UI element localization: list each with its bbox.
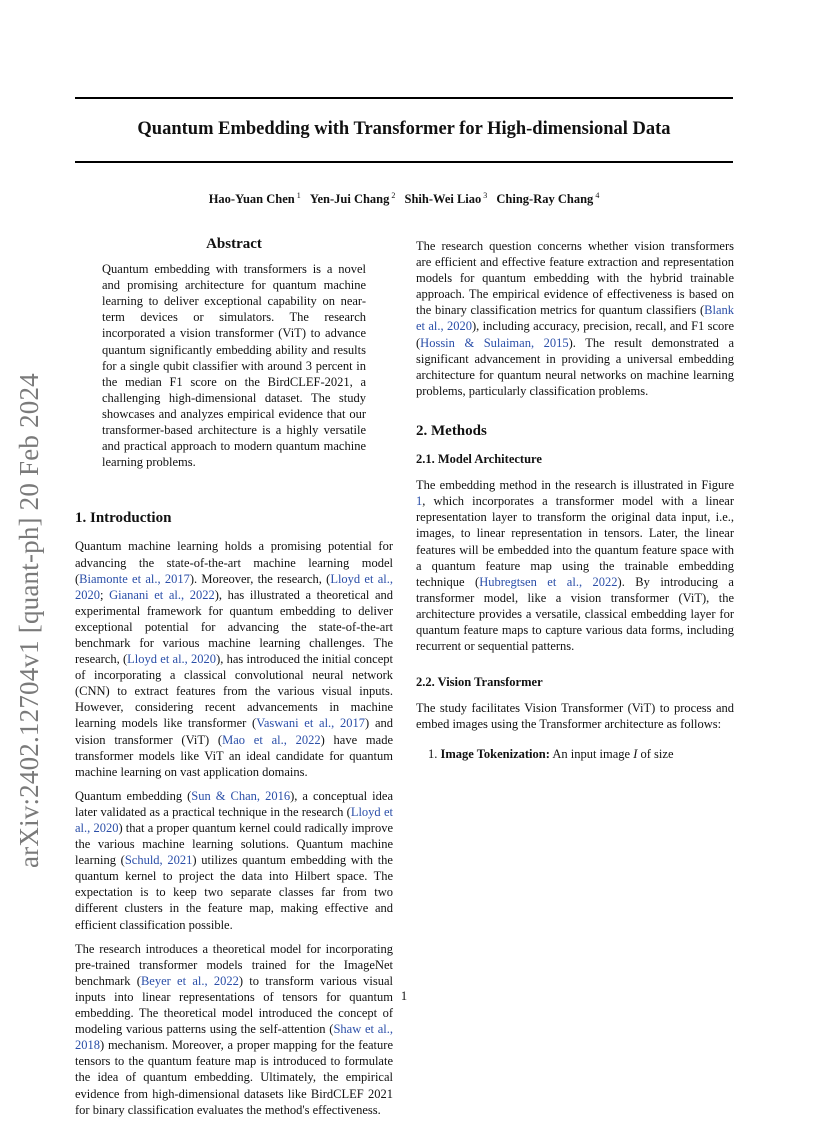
citation-link[interactable]: Blank et al., 2020	[416, 303, 734, 334]
math-variable: I	[633, 747, 638, 762]
right-column	[416, 238, 734, 763]
model-architecture-heading: 2.1. Model Architecture	[416, 452, 542, 467]
citation-link[interactable]: Biamonte et al., 2017	[79, 571, 190, 586]
author	[405, 192, 488, 206]
author-name: Yen-Jui Chang	[309, 192, 390, 207]
author	[496, 192, 599, 206]
citation-link[interactable]: Lloyd et al., 2020	[75, 804, 393, 835]
author-affiliation-mark: 3	[483, 191, 488, 200]
intro-paragraph-3: The research introduces a theoretical model for incorporating pre-trained transformer models trained for the ImageNet benchmark (Beyer et al., 2022) to transform various visual inputs into linear representations of tensors for quantum embedding. The theoretical model introduced the concept of modeling various patterns using the self-attention (Shaw et al., 2018) mechanism. Moreover, a proper mapping for the feature tensors to the quantum feature map is introduced to formulate the idea of quantum embedding. Ultimately, the empirical evidence from high-dimensional datasets like BirdCLEF 2021 for binary classification evaluates the method's effectiveness.	[75, 941, 394, 1117]
title-bottom-rule	[75, 161, 733, 163]
citation-link[interactable]: Sun & Chan, 2016	[191, 788, 291, 803]
page-number: 1	[400, 989, 408, 1003]
model-architecture-paragraph: The embedding method in the research is illustrated in Figure 1, which incorporates a transformer model with a linear representation layer to transform the original data input, i.e., images, to linear representation in tensors. Later, the linear features will be embedded into the quantum feature space with a quantum feature map using the trainable embedding technique (Hubregtsen et al., 2022). By introducing a transformer model, like a vision transformer (ViT), the architecture provides a versatile, classical embedding layer for quantum feature maps to capture various data forms, including recurrent or sequential patterns.	[416, 478, 734, 654]
abstract-text: Quantum embedding with transformers is a novel and promising architecture for quantum machine learning to deliver exceptional capability on near-term devices or simulators. The research incorporated a vision transformer (ViT) to advance quantum significantly embedding ability and results for a single qubit classifier with around 3 percent in the median F1 score on the BirdCLEF-2021, a challenging high-dimensional dataset. The study showcases and analyzes empirical evidence that our transformer-based architecture is a highly versatile and practical approach to modern quantum machine learning problems.	[102, 262, 366, 470]
vision-transformer-paragraph: The study facilitates Vision Transformer (ViT) to process and embed images using the Transformer architecture as follows:	[416, 701, 734, 732]
introduction-heading: 1. Introduction	[75, 510, 172, 527]
list-item: 1. Image Tokenization: An input image I of size	[428, 747, 674, 762]
citation-link[interactable]: Beyer et al., 2022	[140, 973, 239, 988]
citation-link[interactable]: Shaw et al., 2018	[75, 1022, 393, 1053]
paper-title: Quantum Embedding with Transformer for High-dimensional Data	[137, 119, 671, 139]
citation-link[interactable]: Gianani et al., 2022	[109, 587, 215, 602]
abstract-heading: Abstract	[206, 236, 262, 252]
citation-link[interactable]: Vaswani et al., 2017	[256, 716, 366, 731]
author-affiliation-mark: 4	[595, 191, 600, 200]
author-affiliation-mark: 1	[296, 191, 301, 200]
arxiv-identifier-stamp: arXiv:2402.12704v1 [quant-ph] 20 Feb 2024	[14, 373, 44, 868]
author-affiliation-mark: 2	[391, 191, 396, 200]
title-top-rule	[75, 97, 733, 99]
citation-link[interactable]: Hossin & Sulaiman, 2015	[420, 335, 569, 350]
author-name: Hao-Yuan Chen	[208, 192, 295, 207]
methods-heading: 2. Methods	[416, 422, 487, 439]
citation-link[interactable]: Hubregtsen et al., 2022	[479, 574, 618, 589]
intro-paragraph-1: Quantum machine learning holds a promising potential for advancing the state-of-the-art machine learning model (Biamonte et al., 2017). Moreover, the research, (Lloyd et al., 2020; Gianani et al., 2022), has illustrated a theoretical and experimental framework for quantum embedding to deliver exceptional potential for advancing the state-of-the-art benchmark for various machine learning challenges. The research, (Lloyd et al., 2020), has introduced the initial concept of incorporating a classical convolutional neural network (CNN) to extract features from the various visual inputs. However, considering recent advancements in machine learning models like transformer (Vaswani et al., 2017) and vision transformer (ViT) (Mao et al., 2022) have made transformer models like ViT an ideal candidate for quantum machine learning on vast application domains.	[75, 539, 393, 779]
intro-paragraph-4: The research question concerns whether vision transformers are efficient and effective feature extraction and representation models for quantum embedding with the hybrid trainable approach. The empirical evidence of effectiveness is based on the binary classification metrics for quantum classifiers (Blank et al., 2020), including accuracy, precision, recall, and F1 score (Hossin & Sulaiman, 2015). The result demonstrated a significant advancement in providing a universal embedding architecture for quantum neural networks on machine learning problems, particularly classification problems.	[416, 239, 735, 398]
citation-link[interactable]: Lloyd et al., 2020	[75, 571, 393, 602]
figure-reference-link[interactable]: 1	[416, 494, 423, 509]
citation-link[interactable]: Lloyd et al., 2020	[127, 652, 217, 667]
citation-link[interactable]: Schuld, 2021	[124, 853, 193, 868]
vision-transformer-heading: 2.2. Vision Transformer	[416, 675, 543, 690]
author-name: Shih-Wei Liao	[404, 192, 482, 207]
citation-link[interactable]: Mao et al., 2022	[222, 732, 321, 747]
list-item-label: Image Tokenization:	[440, 747, 550, 762]
author	[310, 192, 396, 206]
author-name: Ching-Ray Chang	[496, 192, 594, 207]
author	[209, 192, 301, 206]
intro-paragraph-2: Quantum embedding (Sun & Chan, 2016), a conceptual idea later validated as a practical technique in the research (Lloyd et al., 2020) that a proper quantum kernel could radically improve the various machine learning solutions. Quantum machine learning (Schuld, 2021) utilizes quantum embedding with the quantum kernel to project the data into Hilbert space. The expectation is to keep two separate classes far from two different clusters in the feature map, making effective and efficient classification possible.	[75, 788, 393, 932]
author-list	[75, 191, 733, 207]
